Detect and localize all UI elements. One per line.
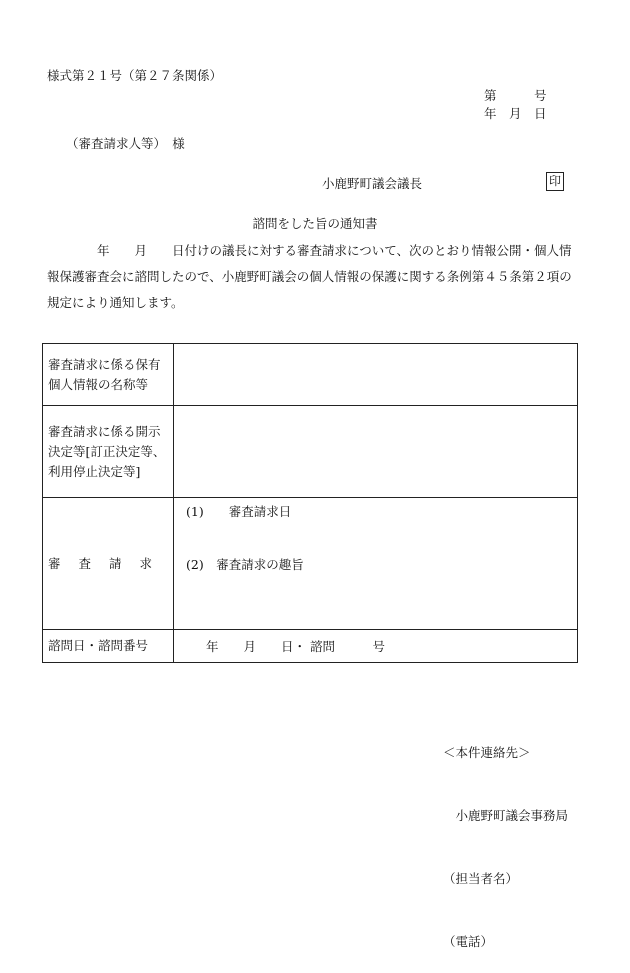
sender-name: 小鹿野町議会議長 [322, 176, 423, 191]
row-label-consultation: 諮問日・諮問番号 [43, 630, 174, 663]
document-title: 諮問をした旨の通知書 [252, 216, 378, 231]
addressee: （審査請求人等） 様 [66, 136, 185, 151]
row-value-consultation[interactable]: 年 月 日・ 諮問 号 [174, 630, 578, 663]
contact-office: 小鹿野町議会事務局 [443, 808, 569, 823]
contact-block [443, 700, 568, 973]
row-label-review-request: 審査請求 [43, 498, 174, 630]
information-table [42, 343, 578, 663]
row-value-info-name[interactable] [174, 344, 578, 406]
review-request-purpose-item: (2) 審査請求の趣旨 [186, 557, 304, 572]
row-value-review-request[interactable] [174, 498, 578, 630]
table-row [43, 406, 578, 498]
notice-body [47, 238, 582, 316]
contact-heading: ＜本件連絡先＞ [443, 745, 531, 760]
contact-person: （担当者名） [443, 871, 519, 886]
form-number: 様式第２１号（第２７条関係） [47, 68, 223, 83]
notice-paragraph: 年 月 日付けの議長に対する審査請求について、次のとおり情報公開・個人情報保護審査会に諮問したので、小鹿野町議会の個人情報の保護に関する条例第４５条第２項の規定により通知します。 [47, 243, 572, 310]
review-request-date-item: (1) 審査請求日 [186, 504, 292, 519]
row-label-disclosure-decision: 審査請求に係る開示決定等[訂正決定等、利用停止決定等] [43, 406, 174, 498]
seal-box: 印 [546, 172, 564, 191]
date-line: 年 月 日 [484, 106, 547, 121]
table-row [43, 498, 578, 630]
table-row [43, 344, 578, 406]
table-row [43, 630, 578, 663]
document-number-line: 第 号 [484, 88, 547, 103]
row-value-disclosure-decision[interactable] [174, 406, 578, 498]
contact-phone: （電話） [443, 934, 494, 949]
row-label-info-name: 審査請求に係る保有個人情報の名称等 [43, 344, 174, 406]
